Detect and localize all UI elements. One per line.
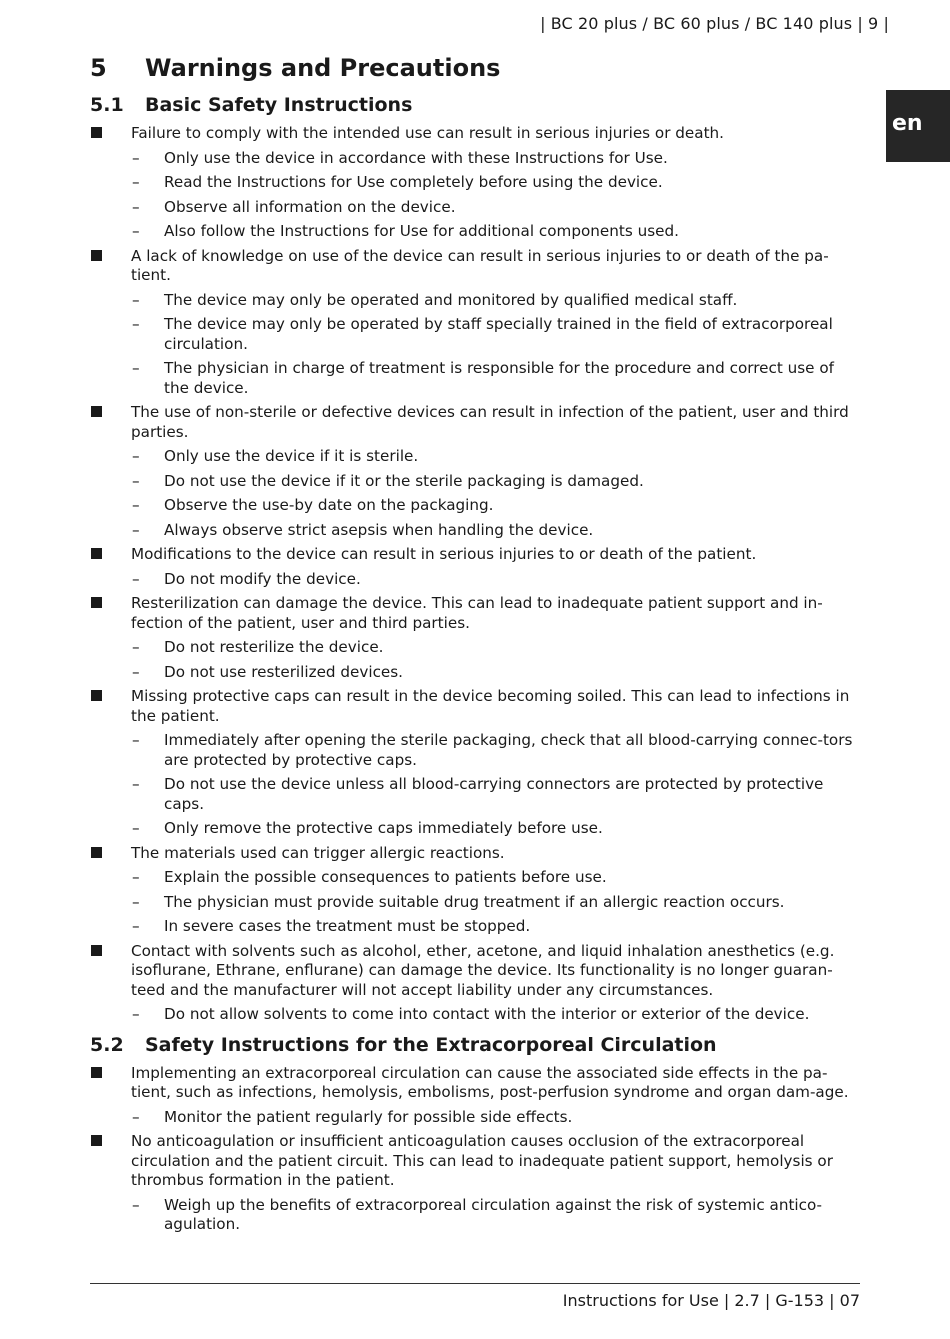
warning-item bbox=[90, 543, 860, 592]
dash-bullet-icon: – bbox=[132, 520, 140, 539]
warning-text: The materials used can trigger allergic reactions. bbox=[131, 843, 505, 862]
instruction-text: In severe cases the treatment must be stopped. bbox=[164, 917, 531, 935]
warning-item bbox=[90, 842, 860, 940]
page-content bbox=[90, 48, 860, 1238]
instruction-item bbox=[131, 357, 860, 401]
dash-bullet-icon: – bbox=[132, 569, 140, 588]
section-title: Basic Safety Instructions bbox=[145, 94, 413, 116]
dash-bullet-icon: – bbox=[132, 868, 140, 886]
warning-item bbox=[90, 1130, 860, 1238]
instruction-item bbox=[131, 196, 860, 221]
language-tab: en bbox=[886, 90, 950, 162]
chapter-title: Warnings and Precautions bbox=[145, 54, 501, 82]
instruction-item bbox=[131, 915, 860, 940]
dash-bullet-icon: – bbox=[132, 638, 140, 656]
warning-text: No anticoagulation or insufficient anticoagulation causes occlusion of the extracorporeal circulation and the patient circuit. This can lead to inadequate patient support, hemolysis or thrombus formation in the patient. bbox=[131, 1132, 833, 1189]
warning-item bbox=[90, 122, 860, 245]
instruction-text: Do not use the device if it or the sterile packaging is damaged. bbox=[164, 471, 644, 490]
instruction-list bbox=[131, 568, 860, 593]
warning-text: Modifications to the device can result in serious injuries to or death of the patient. bbox=[131, 545, 757, 563]
chapter-heading bbox=[90, 48, 860, 88]
instruction-item bbox=[131, 568, 860, 593]
instruction-list bbox=[131, 289, 860, 402]
instruction-item bbox=[131, 147, 860, 172]
instruction-item bbox=[131, 470, 860, 495]
instruction-text: Weigh up the benefits of extracorporeal circulation against the risk of systemic antico-agulation. bbox=[164, 1195, 823, 1233]
instruction-list bbox=[131, 1003, 860, 1028]
warning-text: Missing protective caps can result in the device becoming soiled. This can lead to infections in the patient. bbox=[131, 687, 850, 725]
square-bullet-icon bbox=[91, 1135, 102, 1146]
dash-bullet-icon: – bbox=[132, 1107, 140, 1126]
instruction-list bbox=[131, 147, 860, 245]
dash-bullet-icon: – bbox=[132, 173, 140, 191]
warning-text: The use of non-sterile or defective devices can result in infection of the patient, user and third parties. bbox=[131, 403, 849, 441]
instruction-text: Observe the use-by date on the packaging. bbox=[164, 496, 494, 514]
dash-bullet-icon: – bbox=[132, 892, 140, 911]
warning-item bbox=[90, 245, 860, 402]
dash-bullet-icon: – bbox=[132, 148, 140, 167]
instruction-text: Also follow the Instructions for Use for additional components used. bbox=[164, 222, 679, 240]
instruction-text: The physician must provide suitable drug treatment if an allergic reaction occurs. bbox=[164, 892, 785, 911]
instruction-item bbox=[131, 494, 860, 519]
instruction-text: The device may only be operated by staff specially trained in the field of extracorporeal circulation. bbox=[164, 315, 833, 353]
instruction-list bbox=[131, 729, 860, 842]
dash-bullet-icon: – bbox=[132, 1005, 140, 1023]
dash-bullet-icon: – bbox=[132, 1195, 140, 1214]
square-bullet-icon bbox=[91, 1067, 102, 1078]
square-bullet-icon bbox=[91, 597, 102, 608]
instruction-item bbox=[131, 866, 860, 891]
instruction-text: Always observe strict asepsis when handling the device. bbox=[164, 520, 594, 539]
sections-container bbox=[90, 88, 860, 1238]
instruction-item bbox=[131, 891, 860, 916]
instruction-item bbox=[131, 313, 860, 357]
warning-text: A lack of knowledge on use of the device can result in serious injuries to or death of the pa-tient. bbox=[131, 246, 829, 284]
running-footer: Instructions for Use | 2.7 | G-153 | 07 bbox=[562, 1291, 860, 1310]
dash-bullet-icon: – bbox=[132, 315, 140, 333]
instruction-text: Do not use resterilized devices. bbox=[164, 662, 404, 681]
instruction-text: The physician in charge of treatment is responsible for the procedure and correct use of the device. bbox=[164, 359, 834, 397]
running-header: | BC 20 plus / BC 60 plus / BC 140 plus | 9 | bbox=[540, 14, 889, 33]
instruction-list bbox=[131, 636, 860, 685]
warning-item bbox=[90, 592, 860, 685]
warning-item bbox=[90, 1062, 860, 1131]
instruction-item bbox=[131, 817, 860, 842]
dash-bullet-icon: – bbox=[132, 496, 140, 514]
instruction-text: Do not allow solvents to come into contact with the interior or exterior of the device. bbox=[164, 1005, 810, 1023]
warning-text: Resterilization can damage the device. This can lead to inadequate patient support and in-fection of the patient, user and third parties. bbox=[131, 594, 823, 632]
instruction-item bbox=[131, 171, 860, 196]
instruction-item bbox=[131, 636, 860, 661]
instruction-item bbox=[131, 729, 860, 773]
dash-bullet-icon: – bbox=[132, 731, 140, 749]
dash-bullet-icon: – bbox=[132, 222, 140, 240]
instruction-text: Do not modify the device. bbox=[164, 569, 361, 588]
dash-bullet-icon: – bbox=[132, 447, 140, 465]
instruction-text: Do not use the device unless all blood-carrying connectors are protected by protective caps. bbox=[164, 775, 824, 813]
chapter-number: 5 bbox=[90, 54, 107, 82]
instruction-item bbox=[131, 289, 860, 314]
instruction-text: Read the Instructions for Use completely before using the device. bbox=[164, 173, 663, 191]
warning-item bbox=[90, 685, 860, 842]
section-heading bbox=[90, 1028, 860, 1062]
section-number: 5.2 bbox=[90, 1033, 124, 1056]
dash-bullet-icon: – bbox=[132, 662, 140, 681]
instruction-item bbox=[131, 1194, 860, 1238]
instruction-text: Only use the device if it is sterile. bbox=[164, 447, 419, 465]
instruction-text: Only use the device in accordance with these Instructions for Use. bbox=[164, 148, 668, 167]
instruction-list bbox=[131, 866, 860, 940]
section-heading bbox=[90, 88, 860, 122]
footer-divider bbox=[90, 1283, 860, 1284]
dash-bullet-icon: – bbox=[132, 197, 140, 216]
square-bullet-icon bbox=[91, 250, 102, 261]
instruction-list bbox=[131, 1194, 860, 1238]
square-bullet-icon bbox=[91, 548, 102, 559]
instruction-text: Only remove the protective caps immediately before use. bbox=[164, 819, 603, 837]
section-number: 5.1 bbox=[90, 94, 124, 116]
dash-bullet-icon: – bbox=[132, 359, 140, 377]
square-bullet-icon bbox=[91, 690, 102, 701]
warning-item bbox=[90, 401, 860, 543]
warning-text: Failure to comply with the intended use can result in serious injuries or death. bbox=[131, 124, 724, 142]
instruction-list bbox=[131, 445, 860, 543]
instruction-text: Explain the possible consequences to patients before use. bbox=[164, 868, 607, 886]
warning-text: Contact with solvents such as alcohol, ether, acetone, and liquid inhalation anesthetics (e.g. isoflurane, Ethrane, enflurane) can damage the device. Its functionality is no longer guaran-teed and the manufacturer will not accept liability under any circumstances. bbox=[131, 941, 835, 999]
square-bullet-icon bbox=[91, 127, 102, 138]
instruction-item bbox=[131, 519, 860, 544]
instruction-text: Do not resterilize the device. bbox=[164, 638, 384, 656]
square-bullet-icon bbox=[91, 945, 102, 956]
square-bullet-icon bbox=[91, 406, 102, 417]
dash-bullet-icon: – bbox=[132, 290, 140, 309]
dash-bullet-icon: – bbox=[132, 819, 140, 837]
instruction-text: Observe all information on the device. bbox=[164, 197, 456, 216]
instruction-item bbox=[131, 220, 860, 245]
instruction-text: Immediately after opening the sterile packaging, check that all blood-carrying connec-tors are protected by protective caps. bbox=[164, 731, 853, 769]
instruction-item bbox=[131, 1106, 860, 1131]
instruction-item bbox=[131, 773, 860, 817]
instruction-text: The device may only be operated and monitored by qualified medical staff. bbox=[164, 290, 738, 309]
instruction-item bbox=[131, 445, 860, 470]
dash-bullet-icon: – bbox=[132, 917, 140, 935]
instruction-item bbox=[131, 661, 860, 686]
square-bullet-icon bbox=[91, 847, 102, 858]
bullet-list bbox=[90, 1062, 860, 1238]
dash-bullet-icon: – bbox=[132, 471, 140, 490]
instruction-item bbox=[131, 1003, 860, 1028]
warning-item bbox=[90, 940, 860, 1028]
section-title: Safety Instructions for the Extracorporeal Circulation bbox=[145, 1033, 717, 1056]
instruction-text: Monitor the patient regularly for possible side effects. bbox=[164, 1107, 573, 1126]
instruction-list bbox=[131, 1106, 860, 1131]
warning-text: Implementing an extracorporeal circulation can cause the associated side effects in the pa-tient, such as infections, hemolysis, embolisms, post-perfusion syndrome and organ dam-age. bbox=[131, 1063, 849, 1101]
dash-bullet-icon: – bbox=[132, 775, 140, 793]
bullet-list bbox=[90, 122, 860, 1028]
